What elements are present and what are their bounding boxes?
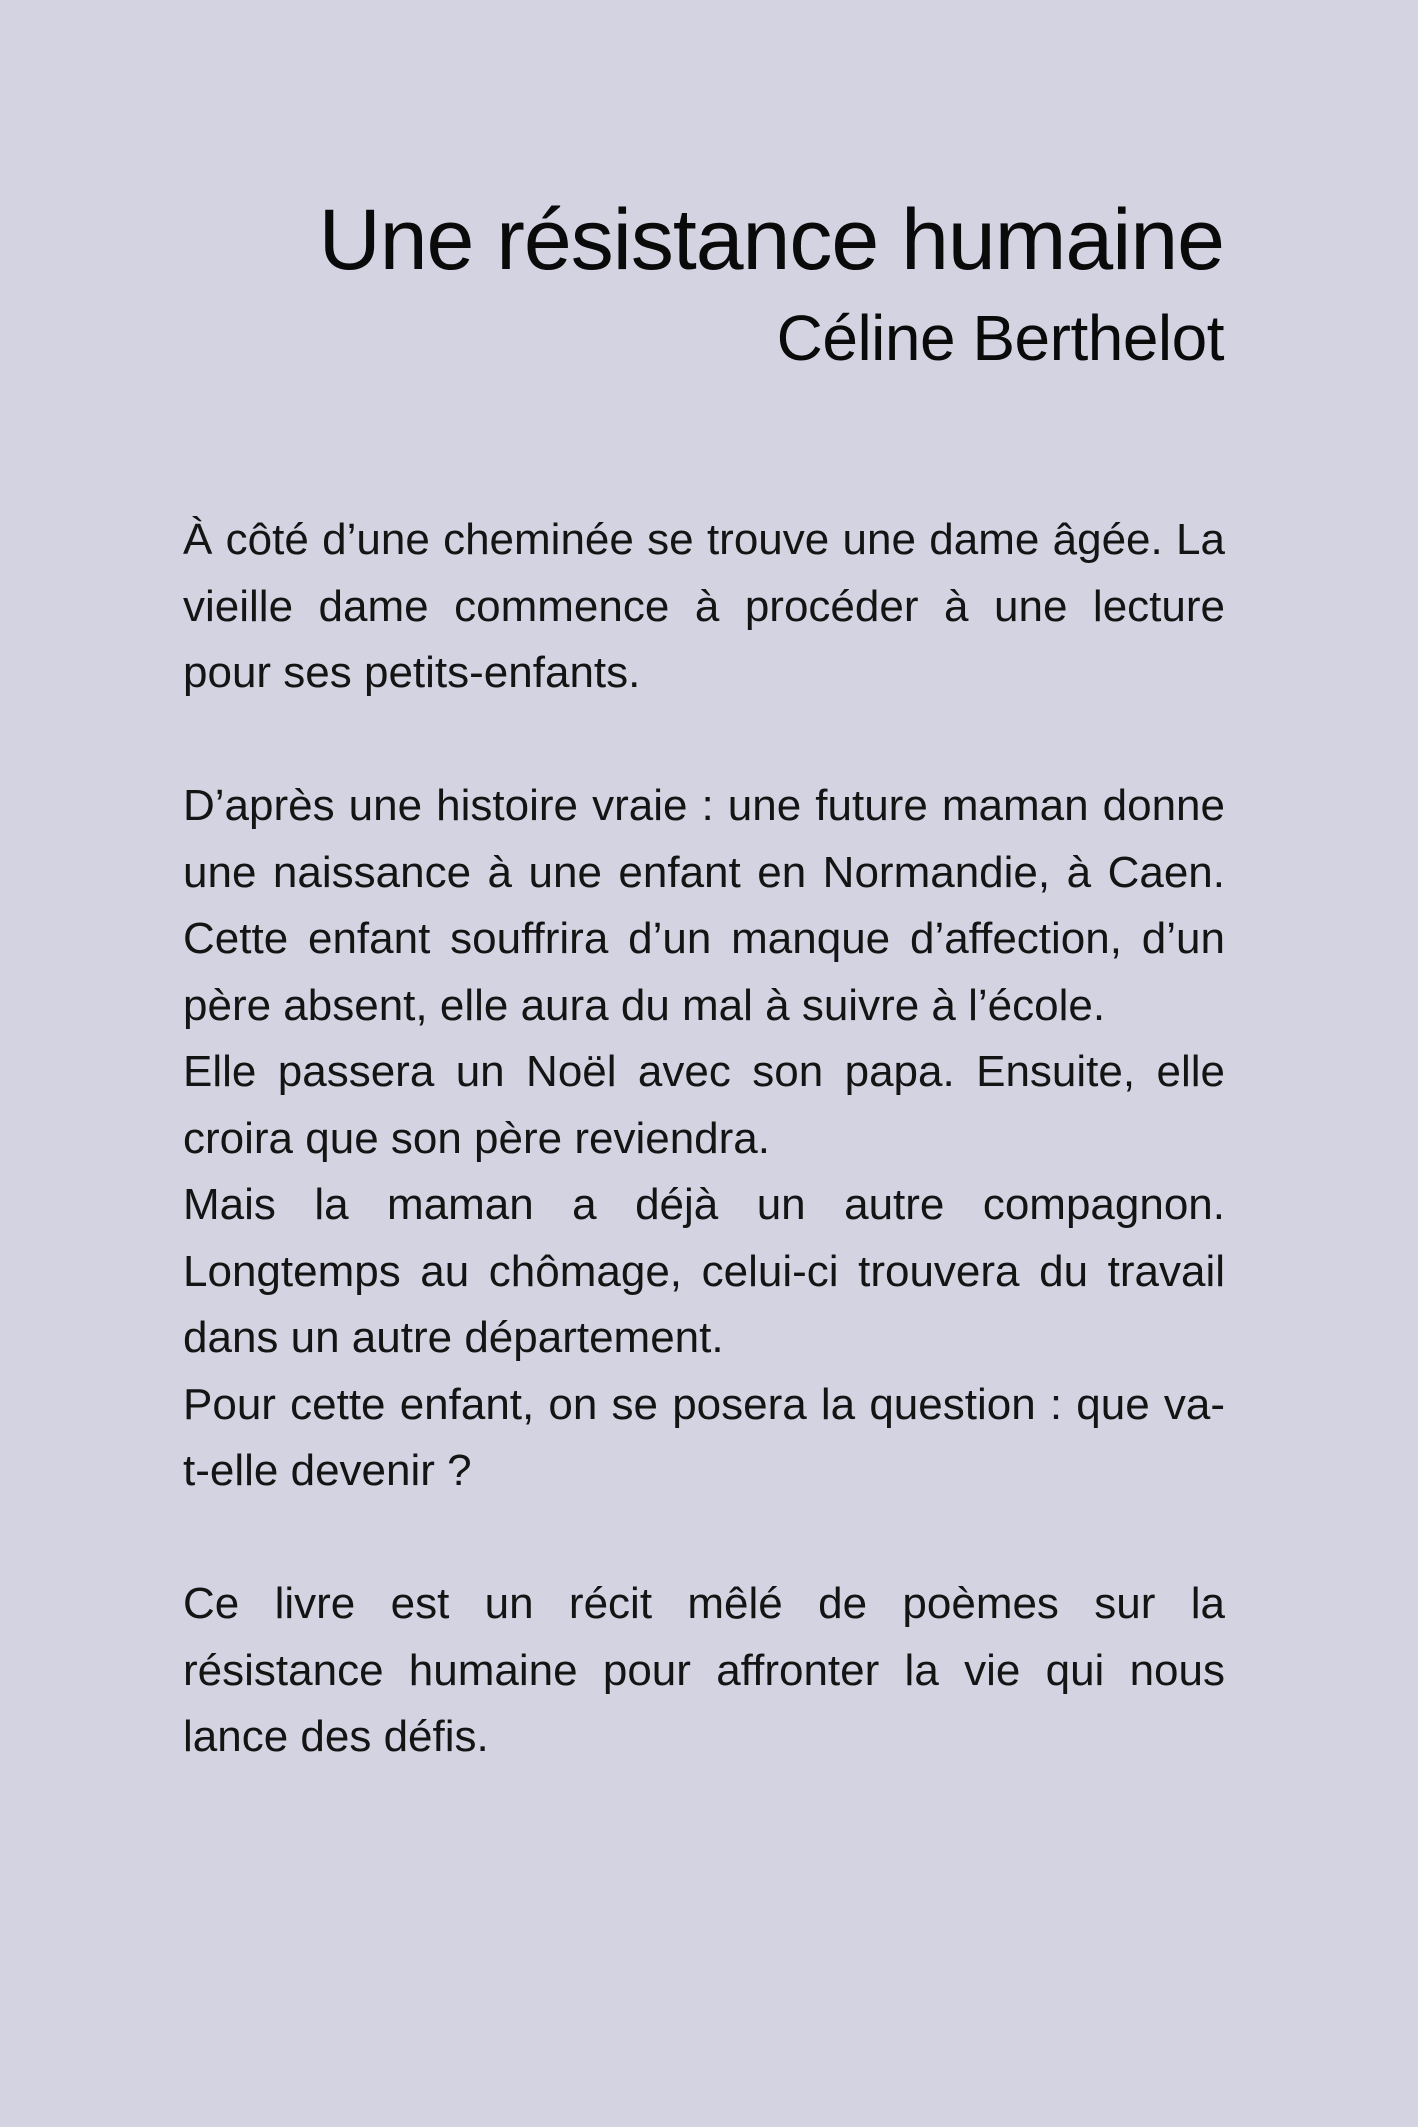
blurb-text (183, 507, 1225, 1771)
blurb-paragraph-noel: Elle passera un Noël avec son papa. Ensuite, elle croira que son père reviendra. (183, 1047, 1225, 1163)
title-block (319, 190, 1224, 380)
blurb-paragraph-compagnon: Mais la maman a déjà un autre compagnon. Longtemps au chômage, celui-ci trouvera du travail dans un autre département. (183, 1180, 1225, 1362)
blurb-paragraph-summary: Ce livre est un récit mêlé de poèmes sur la résistance humaine pour affronter la vie qui nous lance des défis. (183, 1579, 1225, 1761)
book-title: Une résistance humaine (318, 192, 1224, 288)
paragraph-spacer (183, 707, 1225, 774)
blurb-paragraph-story: D’après une histoire vraie : une future maman donne une naissance à une enfant en Normandie, à Caen. Cette enfant souffrira d’un manque d’affection, d’un père absent, elle aura du mal à suivre à l’école. (183, 781, 1225, 1030)
paragraph-spacer (183, 1505, 1225, 1572)
blurb-paragraph-intro: À côté d’une cheminée se trouve une dame âgée. La vieille dame commence à procéder à une lecture pour ses petits-enfants. (183, 515, 1225, 697)
book-author: Céline Berthelot (776, 302, 1224, 374)
blurb-paragraph-question: Pour cette enfant, on se posera la question : que va-t-elle devenir ? (183, 1379, 1225, 1495)
